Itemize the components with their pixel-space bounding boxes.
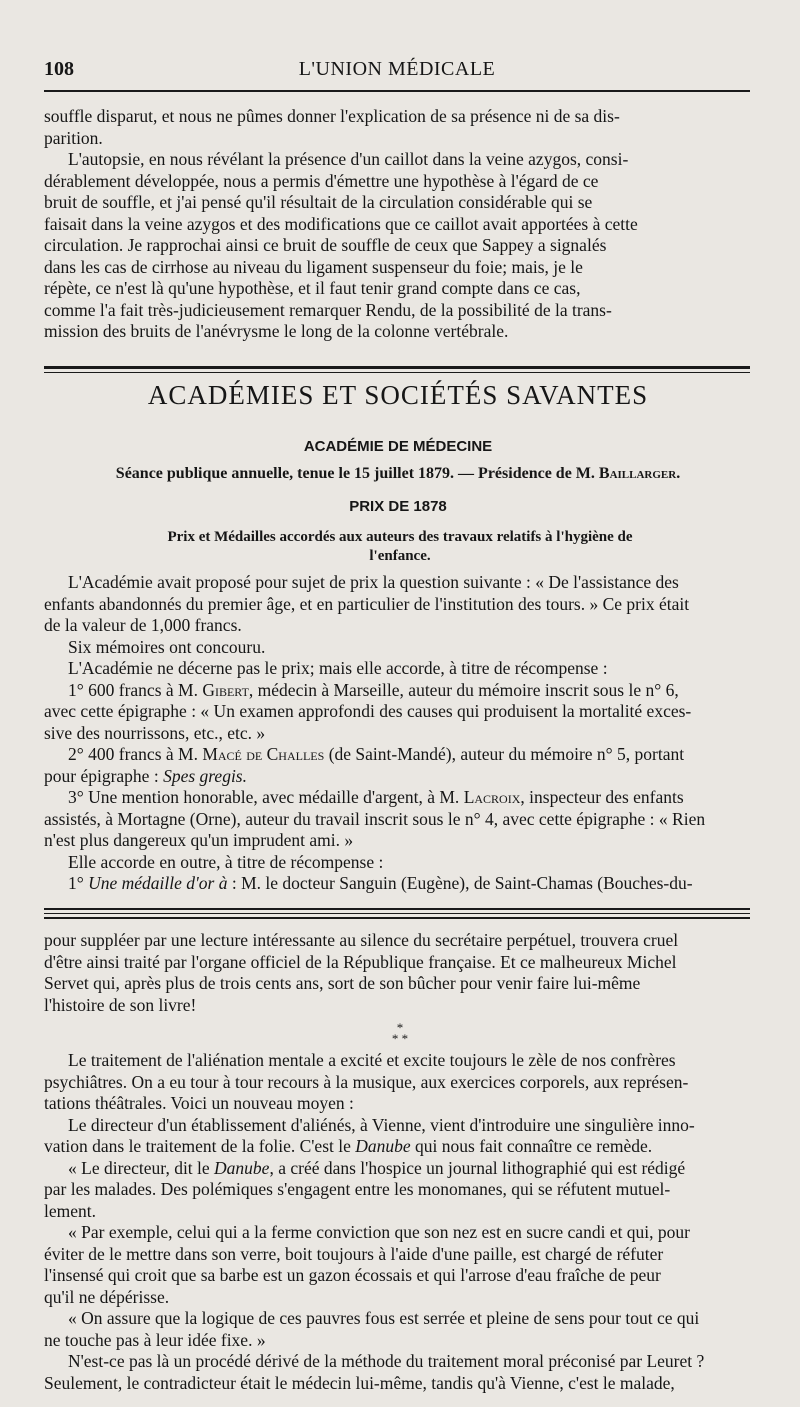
text-line: éviter de le mettre dans son verre, boit toujours à l'aide d'une paille, est chargé de réfuter <box>44 1243 664 1264</box>
text-line: L'Académie ne décerne pas le prix; mais elle accorde, à titre de récompense : <box>68 658 608 678</box>
subheading-line: Prix et Médailles accordés aux auteurs des travaux relatifs à l'hygiène de <box>167 529 633 545</box>
text-line: tations théâtrales. Voici un nouveau moyen : <box>44 1093 354 1113</box>
feuilleton-text-2 <box>44 1050 752 1394</box>
newspaper-name: Danube <box>214 1157 270 1178</box>
section-rule-thin <box>44 372 750 373</box>
seance-prefix: Séance publique annuelle, tenue le 15 juillet 1879. — Présidence de M. <box>115 465 599 482</box>
text-span: , médecin à Marseille, auteur du mémoire inscrit sous le n° 6, <box>248 679 679 700</box>
section-stars <box>0 1022 800 1044</box>
text-line: parition. <box>44 127 103 148</box>
page-header <box>44 58 750 88</box>
laureate-name: Lacroix <box>463 787 521 807</box>
text-line: faisait dans la veine azygos et des modifications que ce caillot avait apportées à cette <box>44 213 638 234</box>
text-line: l'histoire de son livre! <box>44 994 197 1015</box>
text-line <box>44 1136 752 1158</box>
header-rule <box>44 90 750 92</box>
feuilleton-text <box>44 930 752 1016</box>
text-line: n'est plus dangereux qu'un imprudent ami. » <box>44 830 354 850</box>
text-span: 1° 600 francs à M. <box>68 679 203 700</box>
text-line: Elle accorde en outre, à titre de récompense : <box>68 851 384 872</box>
text-line: dérablement développée, nous a permis d'émettre une hypothèse à l'égard de ce <box>44 170 599 191</box>
prize-text <box>44 572 752 895</box>
italic-span: Une médaille d'or à <box>88 873 228 893</box>
text-line: qu'il ne dépérisse. <box>44 1286 170 1307</box>
text-line: « On assure que la logique de ces pauvres fous est serrée et pleine de sens pour tout ce qui <box>68 1308 700 1328</box>
text-line: L'Académie avait proposé pour sujet de prix la question suivante : « De l'assistance des <box>68 572 679 592</box>
text-line: lement. <box>44 1200 96 1221</box>
laureate-name: Gibert <box>202 679 249 700</box>
feuilleton-rule-3 <box>44 917 750 919</box>
text-line <box>44 766 752 788</box>
newspaper-name: Danube <box>355 1136 411 1156</box>
text-line: comme l'a fait très-judicieusement remarquer Rendu, de la possibilité de la trans- <box>44 299 612 320</box>
text-line: L'autopsie, en nous révélant la présence d'un caillot dans la veine azygos, consi- <box>68 149 629 169</box>
text-line: circulation. Je rapprochai ainsi ce bruit de souffle de ceux que Sappey a signalés <box>44 235 607 255</box>
text-line: Le traitement de l'aliénation mentale a excité et excite toujours le zèle de nos confrères <box>68 1050 676 1070</box>
text-line: Le directeur d'un établissement d'aliénés, à Vienne, vient d'introduire une singulière inno- <box>68 1114 695 1135</box>
top-section-text <box>44 106 752 343</box>
text-line: par les malades. Des polémiques s'engagent entre les monomanes, qui se réfutent mutuel- <box>44 1179 671 1199</box>
star-top: * <box>396 1020 404 1035</box>
text-line: répète, ce n'est là qu'une hypothèse, et il faut tenir grand compte dans ce cas, <box>44 278 581 298</box>
text-line: ne touche pas à leur idée fixe. » <box>44 1329 266 1350</box>
running-title: L'UNION MÉDICALE <box>298 58 496 80</box>
text-line: enfants abandonnés du premier âge, et en particulier de l'institution des tours. » Ce prix était <box>44 593 690 614</box>
text-span: qui nous fait connaître ce remède. <box>410 1136 653 1156</box>
text-line: pour suppléer par une lecture intéressante au silence du secrétaire perpétuel, trouvera cruel <box>44 930 679 950</box>
epigraph: Spes gregis. <box>163 765 247 786</box>
text-line <box>44 1158 752 1180</box>
page-number: 108 <box>44 58 74 80</box>
seance-suffix: . <box>676 465 681 482</box>
text-line <box>44 680 752 702</box>
text-line <box>44 787 752 809</box>
text-line: avec cette épigraphe : « Un examen approfondi des causes qui produisent la mortalité exces- <box>44 701 692 721</box>
text-span: « Le directeur, dit le <box>68 1157 215 1178</box>
laureate-name: Macé de Challes <box>202 744 325 764</box>
text-line: l'insensé qui croit que sa barbe est un gazon écossais et qui l'arrose d'eau fraîche de peur <box>44 1265 661 1285</box>
text-line: Seulement, le contradicteur était le médecin lui-même, tandis qu'à Vienne, c'est le malade, <box>44 1372 675 1393</box>
subheading-line: l'enfance. <box>369 548 431 564</box>
text-line: psychiâtres. On a eu tour à tour recours à la musique, aux exercices corporels, aux représen- <box>44 1071 689 1092</box>
section-rule-thick <box>44 366 750 369</box>
text-line: Six mémoires ont concouru. <box>68 636 266 657</box>
seance-line <box>44 465 752 483</box>
star-bottom: * * <box>391 1031 409 1046</box>
text-span: vation dans le traitement de la folie. C'est le <box>44 1136 356 1156</box>
section-title: ACADÉMIES ET SOCIÉTÉS SAVANTES <box>147 380 649 410</box>
text-line: sive des nourrissons, etc., etc. » <box>44 722 266 743</box>
text-line: d'être ainsi traité par l'organe officiel de la République française. Et ce malheureux Michel <box>44 951 677 972</box>
feuilleton-rule-1 <box>44 908 750 910</box>
prize-subheading <box>60 528 740 566</box>
text-line: mission des bruits de l'anévrysme le long de la colonne vertébrale. <box>44 321 509 341</box>
text-span: , inspecteur des enfants <box>520 787 684 807</box>
feuilleton-rule-2 <box>44 913 750 914</box>
text-line: de la valeur de 1,000 francs. <box>44 615 242 635</box>
text-line: N'est-ce pas là un procédé dérivé de la méthode du traitement moral préconisé par Leuret ? <box>68 1351 705 1371</box>
prix-heading: PRIX DE 1878 <box>349 498 447 515</box>
academy-heading: ACADÉMIE DE MÉDECINE <box>303 438 493 455</box>
text-line: dans les cas de cirrhose au niveau du ligament suspenseur du foie; mais, je le <box>44 256 583 277</box>
text-line: Servet qui, après plus de trois cents ans, sort de son bûcher pour venir faire lui-même <box>44 973 641 993</box>
text-span: 1° <box>68 873 89 893</box>
text-line <box>44 873 752 895</box>
text-line: bruit de souffle, et j'ai pensé qu'il résultait de la circulation considérable qui se <box>44 192 593 212</box>
text-span: 3° Une mention honorable, avec médaille d'argent, à M. <box>68 787 464 807</box>
text-span: pour épigraphe : <box>44 765 164 786</box>
text-span: (de Saint-Mandé), auteur du mémoire n° 5, portant <box>324 744 685 764</box>
president-name: Baillarger <box>598 465 677 482</box>
text-line: souffle disparut, et nous ne pûmes donner l'explication de sa présence ni de sa dis- <box>44 106 620 126</box>
text-span: 2° 400 francs à M. <box>68 744 203 764</box>
text-span: , a créé dans l'hospice un journal lithographié qui est rédigé <box>269 1157 686 1178</box>
text-span: : M. le docteur Sanguin (Eugène), de Saint-Chamas (Bouches-du- <box>227 873 693 893</box>
text-line: assistés, à Mortagne (Orne), auteur du travail inscrit sous le n° 4, avec cette épigraphe : « Rien <box>44 808 706 829</box>
text-line <box>44 744 752 766</box>
text-line: « Par exemple, celui qui a la ferme conviction que son nez est en sucre candi et qui, pour <box>68 1222 691 1242</box>
